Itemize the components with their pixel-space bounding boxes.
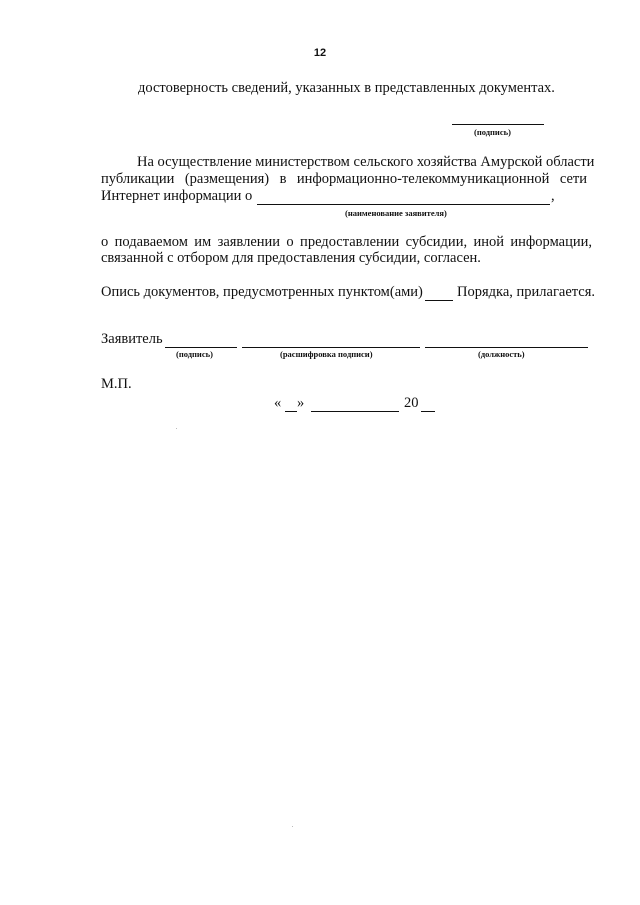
stamp-place: М.П. <box>101 376 132 392</box>
scan-speck <box>292 826 293 827</box>
date-month-line <box>311 411 399 412</box>
applicant-signature-line <box>165 347 237 348</box>
consent-line-3-comma: , <box>551 188 555 204</box>
inventory-clause-line <box>425 300 453 301</box>
consent-line-3-prefix: Интернет информации о <box>101 188 253 204</box>
date-open-quote: « <box>274 395 282 411</box>
consent-line-1: На осуществление министерством сельского хозяйства Амурской области <box>137 154 595 170</box>
applicant-decryption-line <box>242 347 420 348</box>
applicant-label: Заявитель <box>101 331 163 347</box>
applicant-position-caption: (должность) <box>478 349 525 359</box>
date-day-line <box>285 411 297 412</box>
reliability-line: достоверность сведений, указанных в представленных документах. <box>138 80 555 96</box>
date-year-line <box>421 411 435 412</box>
signature-caption-top: (подпись) <box>474 127 511 137</box>
applicant-name-caption: (наименование заявителя) <box>345 208 447 218</box>
applicant-position-line <box>425 347 588 348</box>
applicant-signature-caption: (подпись) <box>176 349 213 359</box>
scan-speck <box>176 428 177 429</box>
inventory-suffix: Порядка, прилагается. <box>457 284 596 300</box>
consent-line-2: публикации (размещения) в информационно-телекоммуникационной сети <box>101 171 587 187</box>
consent-line-4: о подаваемом им заявлении о предоставлении субсидии, иной информации, <box>101 234 592 250</box>
consent-line-5: связанной с отбором для предоставления субсидии, согласен. <box>101 250 481 266</box>
signature-line-top <box>452 124 544 125</box>
applicant-name-line <box>257 204 550 205</box>
date-close-quote: » <box>297 395 305 411</box>
inventory-prefix: Опись документов, предусмотренных пунктом(ами) <box>101 284 423 300</box>
date-year-prefix: 20 <box>404 395 419 411</box>
page-number: 12 <box>313 47 327 59</box>
applicant-decryption-caption: (расшифровка подписи) <box>280 349 373 359</box>
